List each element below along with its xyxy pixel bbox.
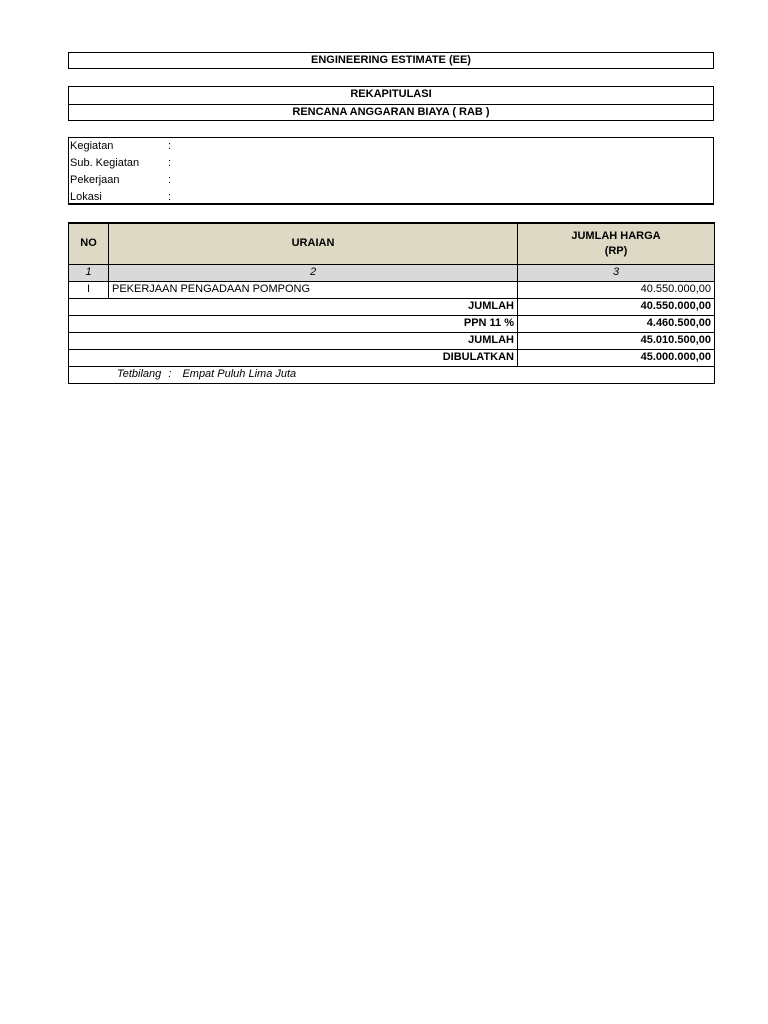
summary-row-jumlah-total bbox=[69, 332, 715, 349]
info-colon: : bbox=[168, 140, 172, 152]
col-header-harga-line1: JUMLAH HARGA bbox=[571, 229, 661, 242]
item-harga: 40.550.000,00 bbox=[518, 281, 715, 298]
summary-label: PPN 11 % bbox=[109, 315, 518, 332]
summary-spacer bbox=[69, 315, 109, 332]
index-row bbox=[69, 264, 715, 281]
info-colon: : bbox=[168, 191, 172, 203]
col-header-harga-line2: (RP) bbox=[604, 244, 628, 257]
info-colon: : bbox=[168, 157, 172, 169]
summary-label: JUMLAH bbox=[109, 332, 518, 349]
summary-row-jumlah bbox=[69, 298, 715, 315]
document-title bbox=[68, 52, 714, 69]
info-label: Kegiatan bbox=[70, 140, 114, 152]
info-colon: : bbox=[168, 174, 172, 186]
rab-title: RENCANA ANGGARAN BIAYA ( RAB ) bbox=[69, 104, 713, 121]
terbilang-colon: : bbox=[168, 368, 172, 380]
rekap-header bbox=[68, 86, 714, 121]
col-header-uraian: URAIAN bbox=[109, 223, 518, 264]
summary-value: 45.010.500,00 bbox=[518, 332, 715, 349]
summary-value: 40.550.000,00 bbox=[518, 298, 715, 315]
item-uraian: PEKERJAAN PENGADAAN POMPONG bbox=[109, 281, 518, 298]
info-label: Pekerjaan bbox=[70, 174, 120, 186]
info-block bbox=[68, 137, 714, 205]
title-text: ENGINEERING ESTIMATE (EE) bbox=[311, 54, 471, 66]
summary-label: JUMLAH bbox=[109, 298, 518, 315]
summary-spacer bbox=[69, 332, 109, 349]
summary-spacer bbox=[69, 349, 109, 366]
table-header-row bbox=[69, 223, 715, 264]
summary-value: 45.000.000,00 bbox=[518, 349, 715, 366]
summary-row-dibulatkan bbox=[69, 349, 715, 366]
terbilang-value: Empat Puluh Lima Juta bbox=[182, 368, 297, 380]
rekap-title: REKAPITULASI bbox=[350, 88, 432, 100]
summary-row-ppn bbox=[69, 315, 715, 332]
col-header-no: NO bbox=[69, 223, 109, 264]
terbilang-label: Tetbilang bbox=[117, 368, 162, 380]
index-cell: 1 bbox=[69, 264, 109, 281]
rab-table bbox=[68, 222, 715, 384]
summary-label: DIBULATKAN bbox=[109, 349, 518, 366]
info-label: Sub. Kegiatan bbox=[70, 157, 140, 169]
terbilang-cell bbox=[69, 366, 715, 383]
table-row bbox=[69, 281, 715, 298]
summary-spacer bbox=[69, 298, 109, 315]
index-cell: 3 bbox=[518, 264, 715, 281]
item-no: I bbox=[69, 281, 109, 298]
col-header-jumlah-harga bbox=[518, 223, 715, 264]
info-label: Lokasi bbox=[70, 191, 102, 203]
index-cell: 2 bbox=[109, 264, 518, 281]
summary-value: 4.460.500,00 bbox=[518, 315, 715, 332]
terbilang-row bbox=[69, 366, 715, 383]
